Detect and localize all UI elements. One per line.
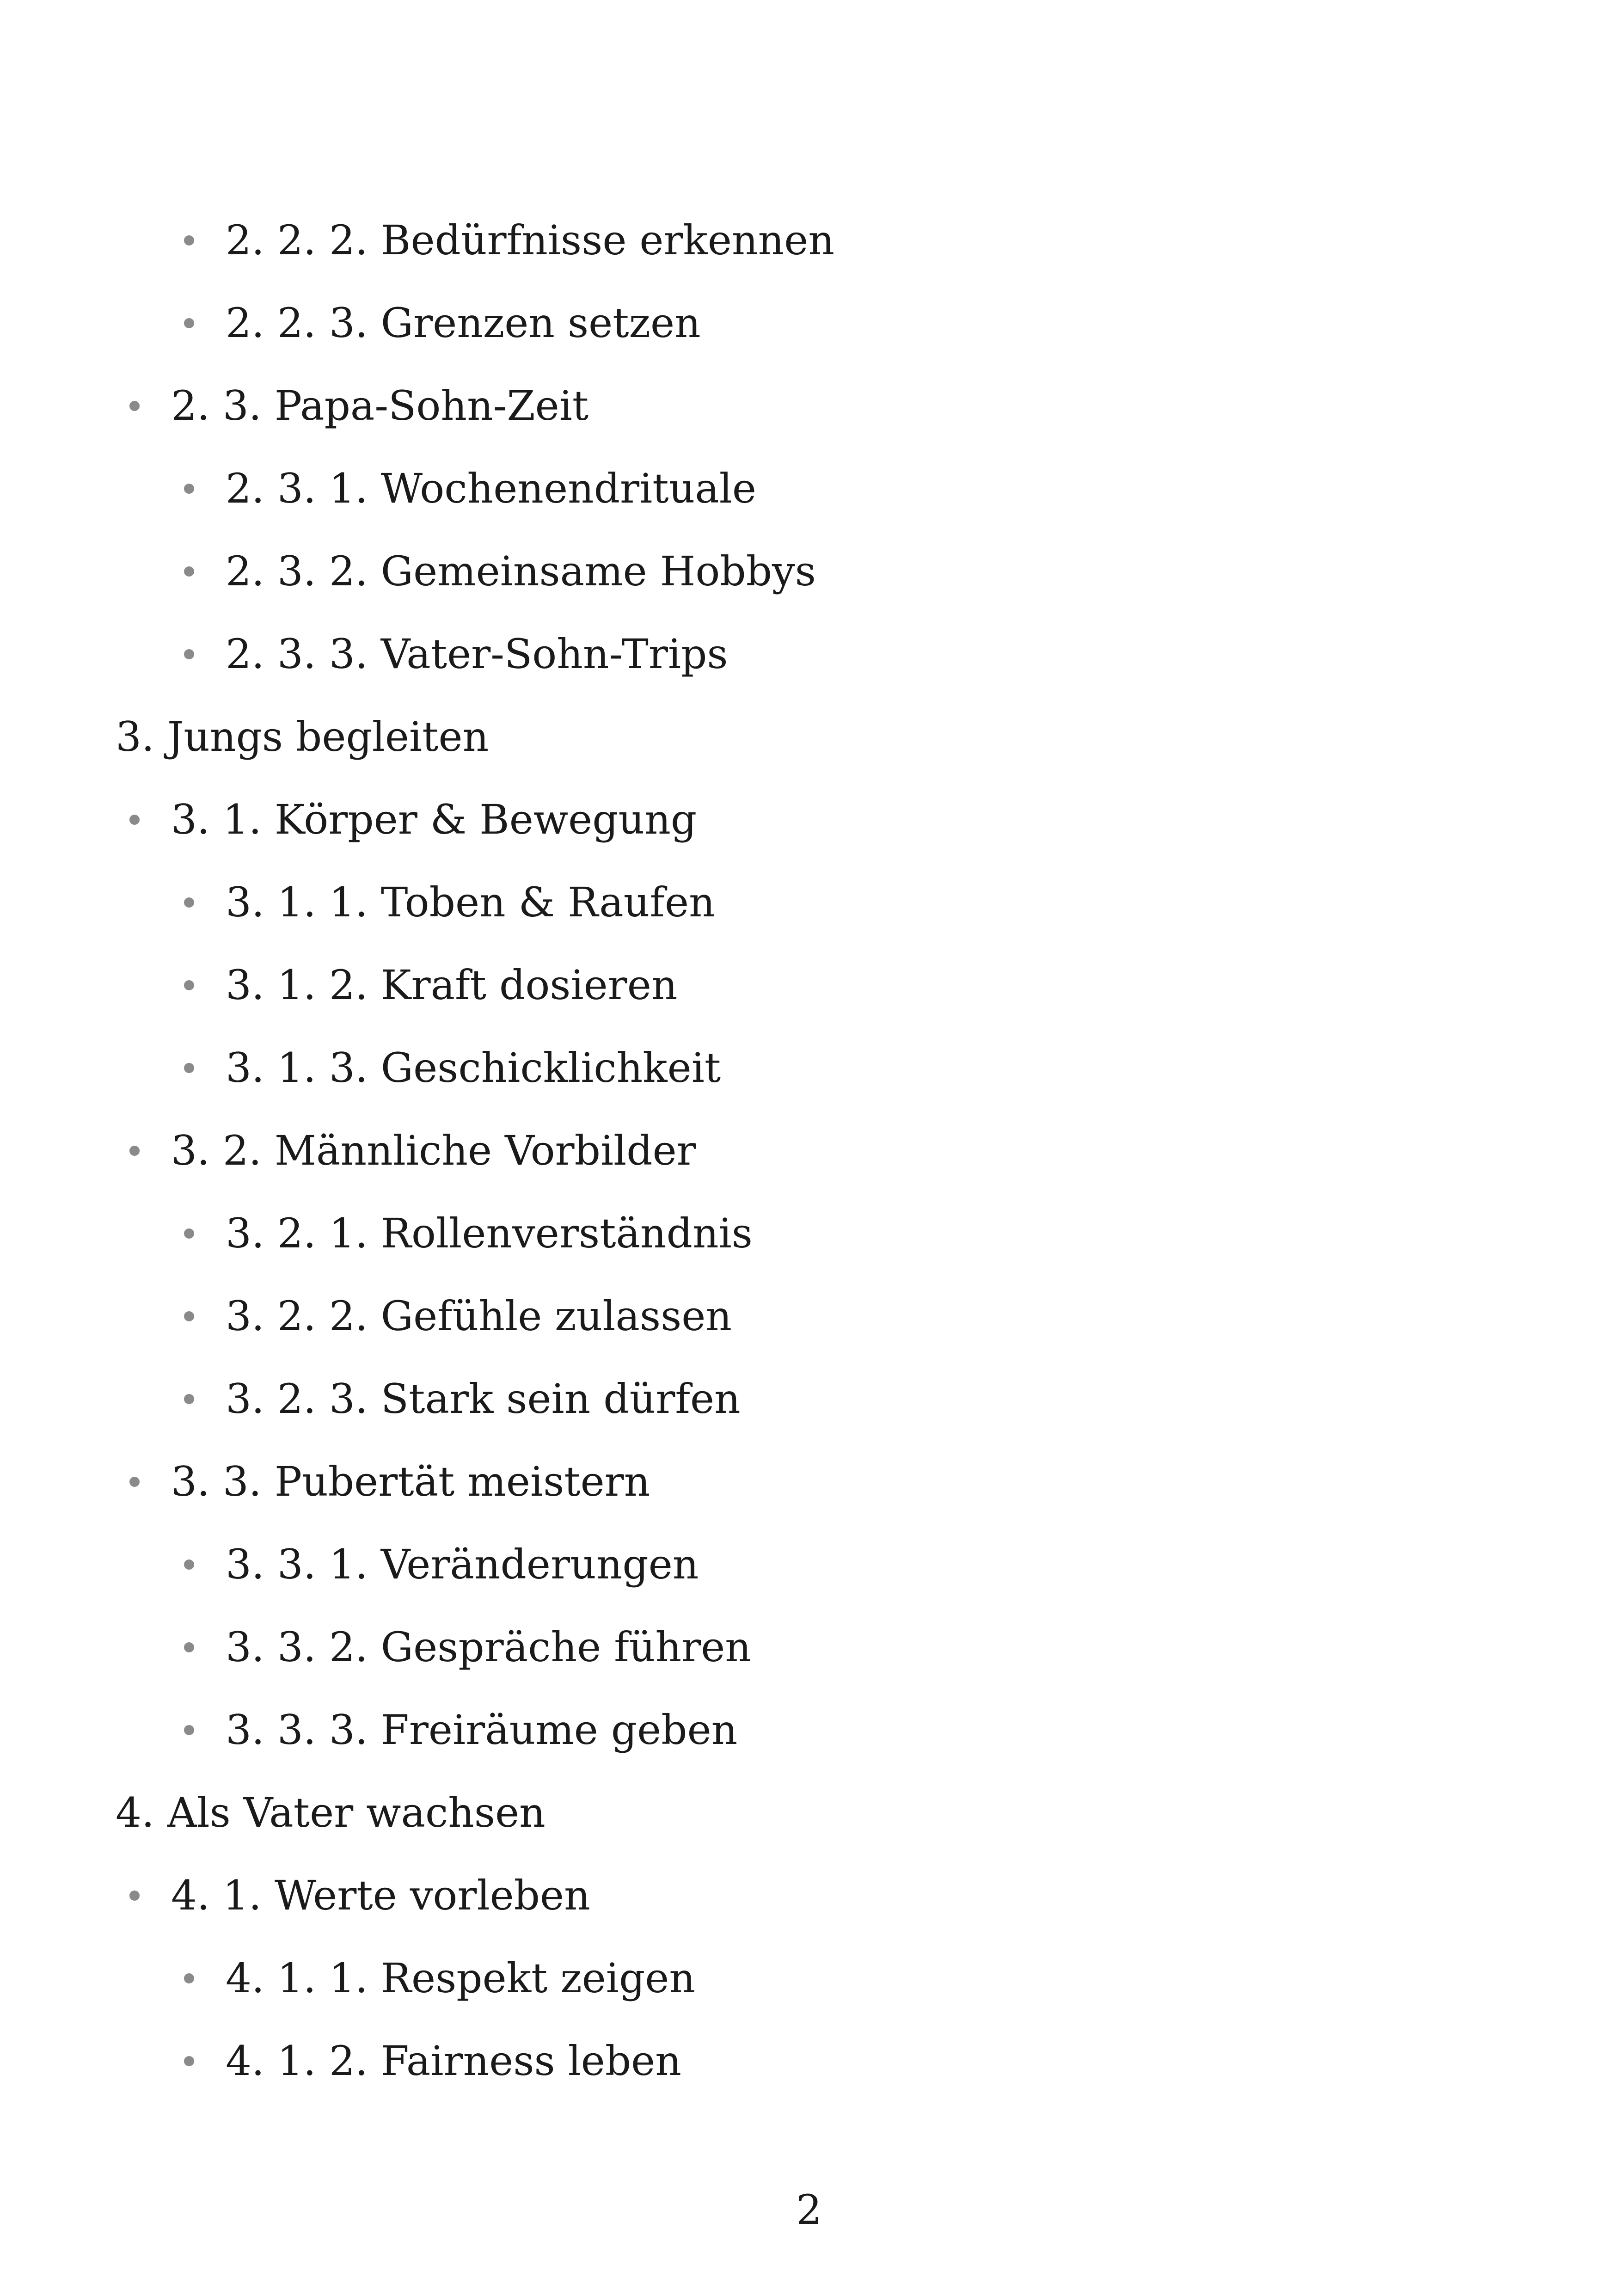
- bullet-icon: [129, 1891, 140, 1901]
- toc-entry: [0, 282, 1618, 364]
- bullet-icon: [184, 897, 194, 908]
- bullet-icon: [184, 1228, 194, 1239]
- toc-entry: [0, 778, 1618, 861]
- bullet-icon: [184, 1311, 194, 1321]
- toc-chapter-heading: [0, 1771, 1618, 1854]
- toc-entry: [0, 1606, 1618, 1688]
- toc-entry-text: 4. Als Vater wachsen: [116, 1789, 545, 1836]
- toc-entry-text: 2. 2. 2. Bedürfnisse erkennen: [226, 216, 835, 264]
- bullet-icon: [129, 1146, 140, 1156]
- bullet-icon: [184, 1394, 194, 1404]
- toc-chapter-heading: [0, 695, 1618, 778]
- table-of-contents: [0, 199, 1618, 2102]
- bullet-icon: [184, 1559, 194, 1570]
- page-number: 2: [796, 2186, 822, 2234]
- toc-entry: [0, 1357, 1618, 1440]
- toc-entry: [0, 447, 1618, 530]
- toc-entry: [0, 1192, 1618, 1275]
- toc-entry: [0, 861, 1618, 944]
- toc-entry-text: 3. 3. Pubertät meistern: [171, 1458, 650, 1505]
- bullet-icon: [184, 566, 194, 577]
- toc-entry-text: 4. 1. Werte vorleben: [171, 1872, 590, 1919]
- toc-entry-text: 2. 3. Papa-Sohn-Zeit: [171, 382, 589, 430]
- toc-entry: [0, 1854, 1618, 1937]
- toc-entry-text: 3. 1. Körper & Bewegung: [171, 796, 697, 843]
- bullet-icon: [184, 1725, 194, 1735]
- toc-entry-text: 2. 3. 3. Vater-Sohn-Trips: [226, 630, 728, 678]
- toc-entry: [0, 613, 1618, 695]
- bullet-icon: [184, 1973, 194, 1983]
- bullet-icon: [184, 235, 194, 246]
- bullet-icon: [129, 815, 140, 825]
- toc-entry: [0, 1275, 1618, 1357]
- toc-entry: [0, 1440, 1618, 1523]
- toc-entry-text: 4. 1. 1. Respekt zeigen: [226, 1954, 696, 2002]
- toc-entry-text: 3. 2. 1. Rollenverständnis: [226, 1209, 753, 1257]
- toc-entry-text: 3. 1. 2. Kraft dosieren: [226, 961, 678, 1009]
- bullet-icon: [184, 318, 194, 328]
- toc-entry-text: 3. 3. 3. Freiräume geben: [226, 1706, 738, 1754]
- toc-entry: [0, 1523, 1618, 1606]
- toc-entry: [0, 530, 1618, 613]
- bullet-icon: [184, 484, 194, 494]
- bullet-icon: [184, 1063, 194, 1073]
- toc-entry-text: 3. 3. 1. Veränderungen: [226, 1541, 699, 1588]
- toc-entry-text: 3. 2. Männliche Vorbilder: [171, 1127, 696, 1174]
- toc-entry: [0, 2020, 1618, 2102]
- toc-entry-text: 3. 2. 3. Stark sein dürfen: [226, 1375, 741, 1423]
- bullet-icon: [184, 2056, 194, 2066]
- toc-entry: [0, 1026, 1618, 1109]
- toc-entry: [0, 944, 1618, 1026]
- bullet-icon: [184, 649, 194, 659]
- toc-entry-text: 2. 3. 2. Gemeinsame Hobbys: [226, 547, 816, 595]
- toc-entry-text: 3. Jungs begleiten: [116, 713, 489, 761]
- toc-entry: [0, 364, 1618, 447]
- toc-entry: [0, 199, 1618, 282]
- toc-entry-text: 3. 1. 3. Geschicklichkeit: [226, 1044, 721, 1092]
- toc-entry-text: 3. 2. 2. Gefühle zulassen: [226, 1292, 732, 1340]
- toc-entry-text: 2. 3. 1. Wochenendrituale: [226, 465, 756, 512]
- toc-entry-text: 4. 1. 2. Fairness leben: [226, 2037, 681, 2085]
- toc-entry: [0, 1688, 1618, 1771]
- toc-entry-text: 3. 3. 2. Gespräche führen: [226, 1623, 751, 1671]
- toc-entry: [0, 1937, 1618, 2020]
- toc-entry: [0, 1109, 1618, 1192]
- bullet-icon: [129, 401, 140, 411]
- bullet-icon: [129, 1477, 140, 1487]
- toc-entry-text: 3. 1. 1. Toben & Raufen: [226, 878, 715, 926]
- toc-entry-text: 2. 2. 3. Grenzen setzen: [226, 299, 701, 347]
- bullet-icon: [184, 1642, 194, 1652]
- bullet-icon: [184, 980, 194, 990]
